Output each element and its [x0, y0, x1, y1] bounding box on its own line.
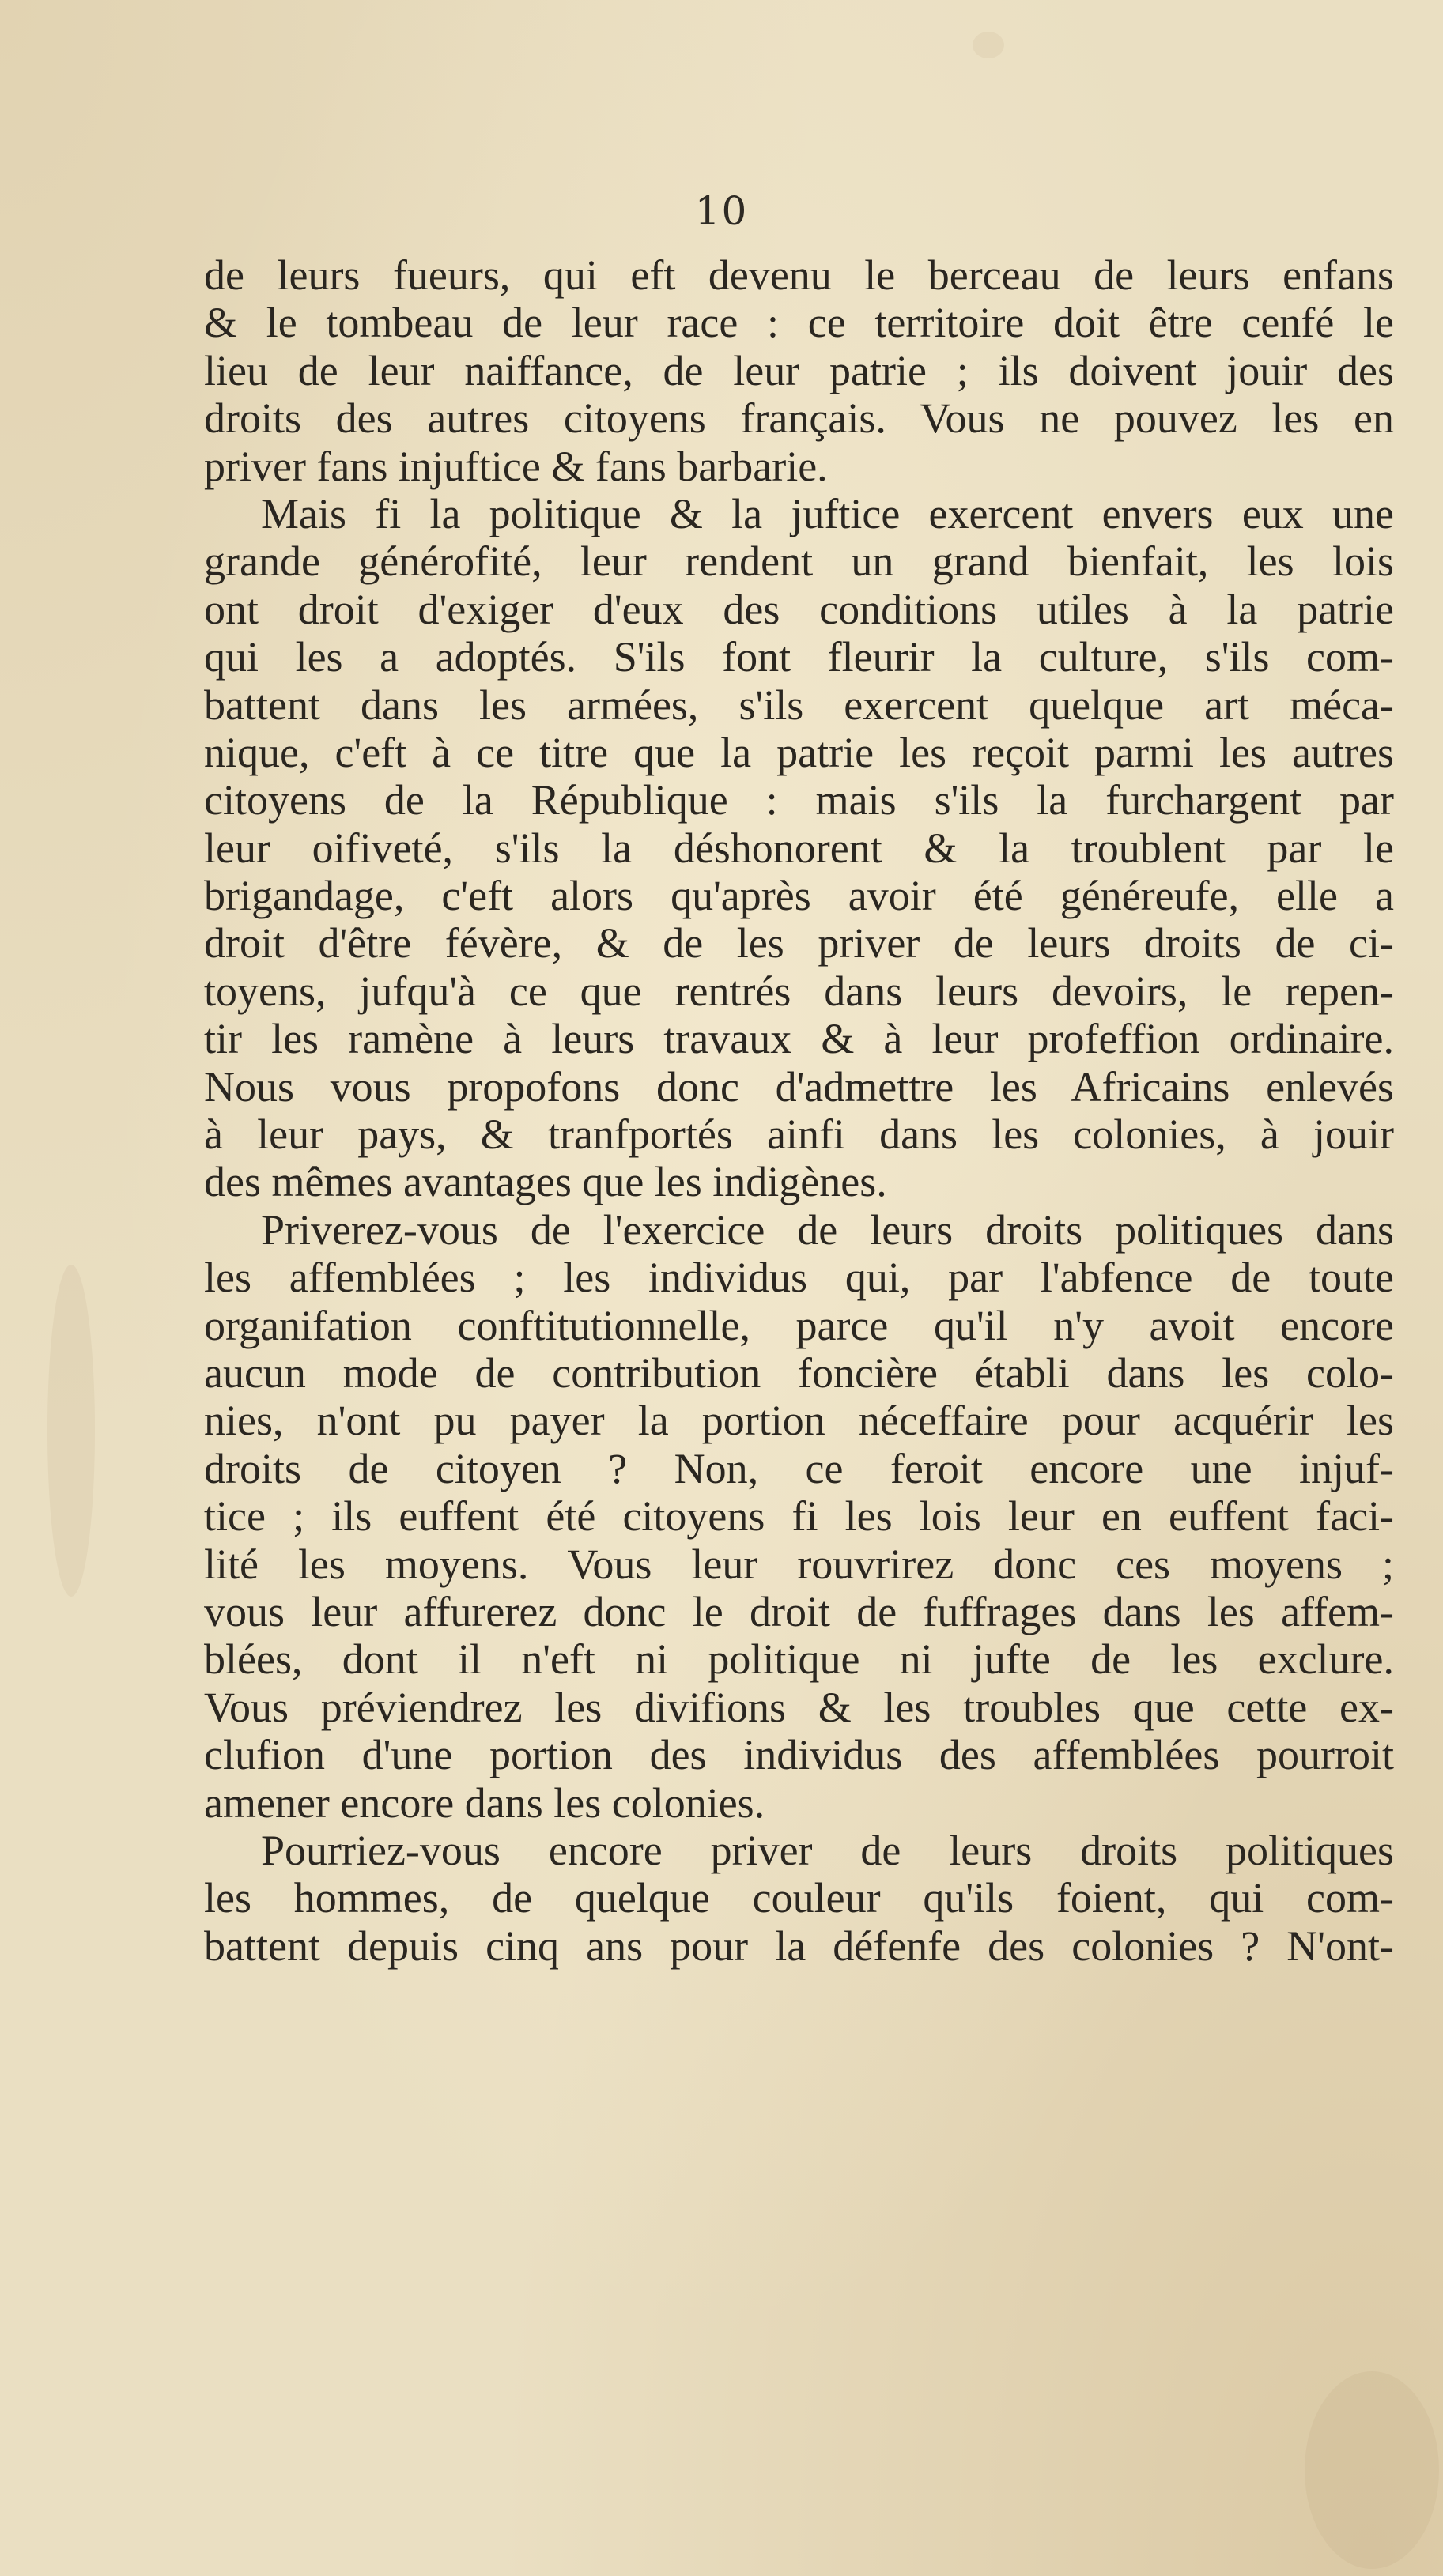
text-line: droits des autres citoyens français. Vous ne pouvez les en — [204, 394, 1394, 443]
text-line: nies, n'ont pu payer la portion néceffaire pour acquérir les — [204, 1397, 1394, 1445]
text-line: les affemblées ; les individus qui, par l'abfence de toute — [204, 1254, 1394, 1302]
text-line: toyens, jufqu'à ce que rentrés dans leurs devoirs, le repen- — [204, 967, 1394, 1015]
paper-stain — [1305, 2371, 1439, 2569]
text-line: blées, dont il n'eft ni politique ni jufte de les exclure. — [204, 1635, 1394, 1684]
text-line: tice ; ils euffent été citoyens fi les lois leur en euffent faci- — [204, 1492, 1394, 1541]
paper-stain — [973, 32, 1004, 58]
text-line: nique, c'eft à ce titre que la patrie les reçoit parmi les autres — [204, 728, 1394, 776]
text-line: lieu de leur naiffance, de leur patrie ; ils doivent jouir des — [204, 346, 1394, 394]
text-line: les hommes, de quelque couleur qu'ils foient, qui com- — [204, 1874, 1394, 1922]
text-line: battent dans les armées, s'ils exercent quelque art méca- — [204, 681, 1394, 729]
text-line: grande générofité, leur rendent un grand bienfait, les lois — [204, 537, 1394, 586]
text-line: droit d'être févère, & de les priver de leurs droits de ci- — [204, 919, 1394, 967]
text-line: aucun mode de contribution foncière établi dans les colo- — [204, 1348, 1394, 1397]
text-line: Vous préviendrez les divifions & les troubles que cette ex- — [204, 1683, 1394, 1731]
paper-stain — [47, 1265, 95, 1597]
page-number: 10 — [694, 188, 749, 234]
text-line: droits de citoyen ? Non, ce feroit encore une injuf- — [204, 1444, 1394, 1492]
text-line: qui les a adoptés. S'ils font fleurir la culture, s'ils com- — [204, 633, 1394, 681]
text-line: à leur pays, & tranfportés ainfi dans les colonies, à jouir — [204, 1111, 1394, 1159]
text-line: lité les moyens. Vous leur rouvrirez donc ces moyens ; — [204, 1540, 1394, 1588]
text-line: de leurs fueurs, qui eft devenu le berceau de leurs enfans — [204, 251, 1394, 299]
text-line: tir les ramène à leurs travaux & à leur profeffion ordinaire. — [204, 1015, 1394, 1063]
text-line: priver fans injuftice & fans barbarie. — [204, 442, 828, 490]
text-line: clufion d'une portion des individus des affemblées pourroit — [204, 1731, 1394, 1779]
text-line: brigandage, c'eft alors qu'après avoir été généreufe, elle a — [204, 872, 1394, 920]
text-line: citoyens de la République : mais s'ils la furchargent par — [204, 776, 1394, 824]
text-line: vous leur affurerez donc le droit de fuffrages dans les affem- — [204, 1587, 1394, 1635]
text-line: leur oifiveté, s'ils la déshonorent & la troublent par le — [204, 824, 1394, 872]
body-text — [204, 251, 1394, 1970]
text-line: battent depuis cinq ans pour la défenfe des colonies ? N'ont- — [204, 1922, 1394, 1970]
text-line: Priverez-vous de l'exercice de leurs droits politiques dans — [261, 1205, 1394, 1254]
text-line: amener encore dans les colonies. — [204, 1778, 765, 1827]
text-line: organifation conftitutionnelle, parce qu'il n'y avoit encore — [204, 1301, 1394, 1349]
text-line: & le tombeau de leur race : ce territoire doit être cenfé le — [204, 299, 1394, 347]
text-line: Pourriez-vous encore priver de leurs droits politiques — [261, 1826, 1394, 1874]
text-line: Nous vous propofons donc d'admettre les Africains enlevés — [204, 1062, 1394, 1111]
text-line: Mais fi la politique & la juftice exercent envers eux une — [261, 489, 1394, 537]
text-line: des mêmes avantages que les indigènes. — [204, 1158, 887, 1206]
text-line: ont droit d'exiger d'eux des conditions utiles à la patrie — [204, 585, 1394, 633]
